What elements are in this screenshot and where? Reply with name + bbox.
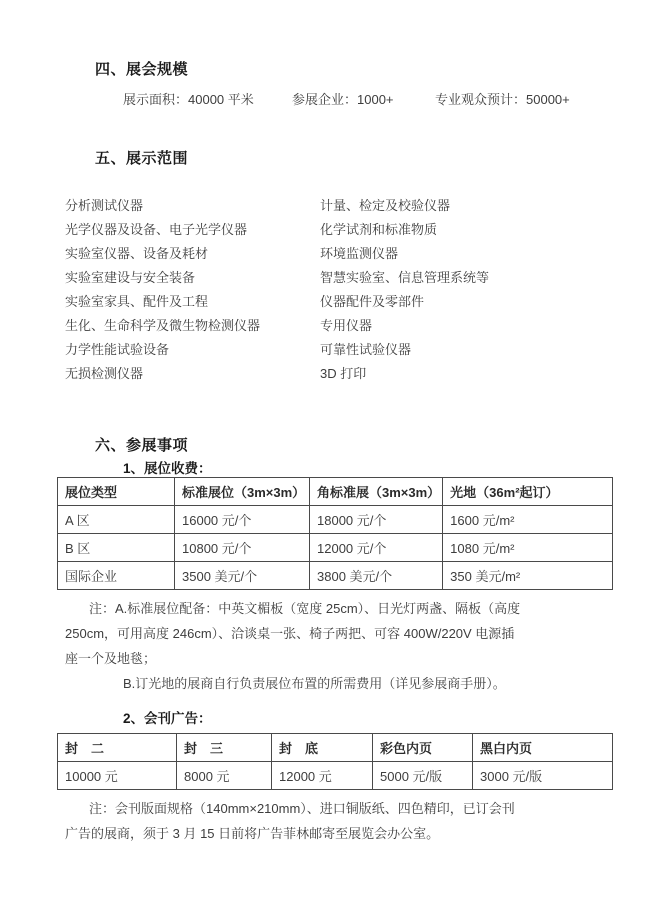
stat-visitor-forecast: 专业观众预计：50000+ <box>435 92 570 107</box>
list-item: 化学试剂和标准物质 <box>320 222 438 237</box>
list-item: 生化、生命科学及微生物检测仪器 <box>65 318 261 333</box>
booth-fees-note <box>65 596 670 696</box>
note-line: 250cm，可用高度 246cm）、洽谈桌一张、椅子两把、可容 400W/220V 电源插 <box>65 626 515 641</box>
table-cell: 8000 元 <box>177 762 272 790</box>
section-scale-heading: 四、展会规模 <box>95 61 189 78</box>
section-participation-heading: 六、参展事项 <box>95 437 189 454</box>
note-line: 注：会刊版面规格（140mm×210mm）、进口铜版纸、四色精印，已订会刊 <box>89 801 515 816</box>
table-cell: 5000 元/版 <box>373 762 473 790</box>
table-header-row <box>58 478 613 506</box>
table-header-cell: 黑白内页 <box>473 734 613 762</box>
table-cell: 350 美元/m² <box>443 562 613 590</box>
table-cell: 18000 元/个 <box>310 506 443 534</box>
note-line: 广告的展商，须于 3 月 15 日前将广告菲林邮寄至展览会办公室。 <box>65 826 440 841</box>
table-header-cell: 展位类型 <box>58 478 175 506</box>
note-line: 注：A.标准展位配备：中英文楣板（宽度 25cm）、日光灯两盏、隔板（高度 <box>89 601 521 616</box>
table-row <box>58 506 613 534</box>
list-item: 分析测试仪器 <box>65 198 144 213</box>
booth-fees-table <box>57 477 613 590</box>
stat-exhibitor-count: 参展企业：1000+ <box>292 92 394 107</box>
list-item: 无损检测仪器 <box>65 366 144 381</box>
note-line: 座一个及地毯； <box>65 651 157 666</box>
table-cell: A 区 <box>58 506 175 534</box>
table-header-row <box>58 734 613 762</box>
list-item: 力学性能试验设备 <box>65 342 170 357</box>
journal-ads-note <box>65 796 670 846</box>
table-cell: 3000 元/版 <box>473 762 613 790</box>
booth-fees-title: 1、展位收费： <box>123 461 212 476</box>
table-cell: 12000 元/个 <box>310 534 443 562</box>
table-cell: 3800 美元/个 <box>310 562 443 590</box>
stat-exhibit-area: 展示面积：40000 平米 <box>123 92 254 107</box>
table-header-cell: 光地（36m²起订） <box>443 478 613 506</box>
table-row <box>58 762 613 790</box>
table-header-cell: 彩色内页 <box>373 734 473 762</box>
table-cell: 10800 元/个 <box>175 534 310 562</box>
table-cell: 12000 元 <box>272 762 373 790</box>
table-cell: 国际企业 <box>58 562 175 590</box>
scope-column-left <box>65 194 320 386</box>
list-item: 专用仪器 <box>320 318 373 333</box>
journal-ads-title: 2、会刊广告： <box>123 711 212 726</box>
table-cell: B 区 <box>58 534 175 562</box>
table-header-cell: 封 二 <box>58 734 177 762</box>
table-header-cell: 封 三 <box>177 734 272 762</box>
journal-ads-table <box>57 733 613 790</box>
section-scope-heading: 五、展示范围 <box>95 150 189 167</box>
table-header-cell: 封 底 <box>272 734 373 762</box>
note-line: B.订光地的展商自行负责展位布置的所需费用（详见参展商手册）。 <box>123 676 506 691</box>
list-item: 智慧实验室、信息管理系统等 <box>320 270 490 285</box>
list-item: 仪器配件及零部件 <box>320 294 425 309</box>
list-item: 3D 打印 <box>320 366 367 381</box>
table-header-cell: 标准展位（3m×3m） <box>175 478 310 506</box>
list-item: 光学仪器及设备、电子光学仪器 <box>65 222 248 237</box>
list-item: 实验室仪器、设备及耗材 <box>65 246 209 261</box>
table-cell: 1600 元/m² <box>443 506 613 534</box>
list-item: 实验室建设与安全装备 <box>65 270 196 285</box>
table-row <box>58 534 613 562</box>
table-row <box>58 562 613 590</box>
list-item: 可靠性试验仪器 <box>320 342 412 357</box>
scale-stats-row <box>123 92 670 107</box>
scope-list <box>65 194 670 386</box>
scope-column-right <box>320 194 489 386</box>
table-header-cell: 角标准展（3m×3m） <box>310 478 443 506</box>
list-item: 环境监测仪器 <box>320 246 399 261</box>
list-item: 实验室家具、配件及工程 <box>65 294 209 309</box>
table-cell: 3500 美元/个 <box>175 562 310 590</box>
table-cell: 10000 元 <box>58 762 177 790</box>
table-cell: 1080 元/m² <box>443 534 613 562</box>
table-cell: 16000 元/个 <box>175 506 310 534</box>
list-item: 计量、检定及校验仪器 <box>320 198 451 213</box>
